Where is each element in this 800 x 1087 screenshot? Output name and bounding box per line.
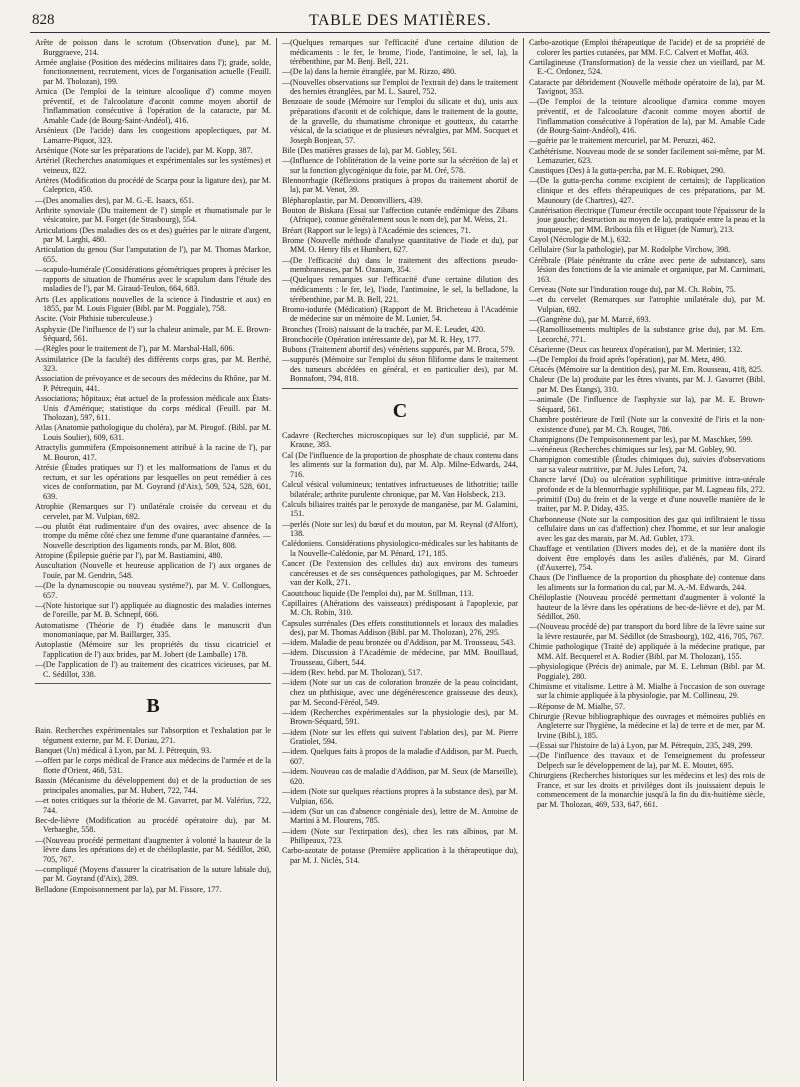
index-entry: Cayol (Nécrologie de M.), 632.	[529, 235, 631, 245]
index-entry: Chéiloplastie (Nouveau procédé permettant d'augmenter à volonté la hauteur de la lèvre dans les opérations de bec-de-lièvre et de), par M. Sédillot, 260.	[529, 593, 765, 622]
index-entry: Calculs biliaires traités par le peroxyde de manganèse, par M. Galamini, 151.	[282, 499, 518, 519]
index-entry: Calédoniens. Considérations physiologico-médicales sur les habitants de la Nouvelle-Calédonie, par M. Pénard, 171, 185.	[282, 539, 518, 558]
index-entry: —Réponse de M. Mialhe, 57.	[529, 701, 625, 711]
index-entry: Atlas (Anatomie pathologique du choléra), par M. Pirogof. (Bibl. par M. Louis Soulier), 609, 631.	[35, 423, 271, 443]
index-entry: —physiologique (Précis de) animale, par M. E. Lehman (Bibl. par M. Poggiale), 280.	[529, 662, 765, 681]
index-entry: —idem. Quelques faits à propos de la maladie d'Addison, par M. Puech, 607.	[282, 747, 518, 766]
index-column-1	[30, 38, 276, 1081]
index-entry: —(Nouveau procédé permettant d'augmenter à volonté la hauteur de la lèvre dans les opérations de) et de chéiloplastie, par M. Sédillot, 260, 705, 767.	[35, 835, 271, 864]
index-entry: —guérie par le traitement mercuriel, par M. Peruzzi, 462.	[529, 136, 716, 146]
index-entry: Caustiques (Des) à la gutta-percha, par M. E. Robiquet, 290.	[529, 166, 725, 176]
index-entry: —(De l'emploi de la teinture alcoolique d'arnica comme moyen préventif, et de l'alcoolature d'aconit comme moyen abortif de l'inflammation consécutive à l'opération de la), par M. Amable Cade (de Bourg-Saint-Andéol), 416.	[529, 97, 765, 136]
section-divider	[282, 388, 518, 389]
index-entry: —(De la gutta-percha comme excipient de certains); de l'application clinique et des effets thérapeutiques de ces préparations, par M. Maunoury (de Chartres), 427.	[529, 176, 765, 205]
index-entry: Arnica (De l'emploi de la teinture alcoolique d') comme moyen préventif, et de l'alcoolature d'aconit comme moyen abortif de l'inflammation consécutive à l'opération de la cataracte, par M. Amable Cade (de Bourg-Saint-Andéol), 416.	[35, 87, 271, 125]
index-entry: Carbo-azotate de potasse (Première application à la thérapeutique du), par M. J. Niclès, 514.	[282, 846, 518, 865]
index-entry: —scapulo-humérale (Considérations géométriques propres à préciser les rapports de situation de l'humérus avec le scapulum dans l'étude des maladies de l'), par M. Giraud-Teulon, 664, 683.	[35, 265, 271, 294]
index-entry: —offert par le corps médical de France aux médecins de l'armée et de la flotte d'Orient, 468, 531.	[35, 756, 271, 775]
index-entry: Bouton de Biskara (Essai sur l'affection cutanée endémique des Zibans (Afrique), connue généralement sous le nom de), par M. Weiss, 21.	[282, 205, 518, 225]
index-entry: Chambre postérieure de l'œil (Note sur la convexité de l'iris et la non-existence d'une), par M. Ch. Rouget, 786.	[529, 415, 765, 434]
index-entry: Chancre larvé (Du) ou ulcération syphilitique primitive intra-utérale profonde et de la blennorrhagie syphilitique, par M. Lagneau fils, 272.	[529, 474, 765, 494]
index-entry: Artères (Modification du procédé de Scarpa pour la ligature des), par M. Caleprico, 450.	[35, 175, 271, 195]
index-entry: —(Nouvelles observations sur l'emploi de l'extrait de) dans le traitement des hernies étranglées, par M. L. Saurel, 752.	[282, 77, 518, 97]
index-entry: —(De l'influence des travaux et de l'enseignement du professeur Delpech sur le développement de la), par M. E. Moutet, 695.	[529, 751, 765, 770]
index-entry: Articulations (Des maladies des os et des) guéries par le nitrate d'argent, par M. Larghi, 480.	[35, 225, 271, 245]
index-entry: Autoplastie (Mémoire sur les propriétés du tissu cicatriciel et l'application de l') aux brides, par M. Jobert (de Lamballe) 178.	[35, 640, 271, 660]
index-entry: Cadavre (Recherches microscopiques sur le) d'un supplicié, par M. Krause, 383.	[282, 430, 518, 450]
index-entry: —animale (De l'influence de l'asphyxie sur la), par M. E. Brown-Séquard, 561.	[529, 395, 765, 414]
index-entry: Arthrite synoviale (Du traitement de l') simple et rhumatismale par le vésicatoire, par M. Forget (de Strasbourg), 554.	[35, 205, 271, 225]
index-entry: —(Quelques remarques sur l'efficacité d'une certaine dilution de médicaments : le fer, le brome, l'iode, l'antimoine, le sel, la), la térébenthine, par M. Benj. Bell, 221.	[282, 38, 518, 67]
index-entry: —(Quelques remarques sur l'efficacité d'une certaine dilution des médicaments : le fer, le), l'iode, l'antimoine, le sel, la belladone, la térébenthine, par M. B. Bell, 221.	[282, 275, 518, 304]
index-entry: —idem. Discussion à l'Académie de médecine, par MM. Bouillaud, Trousseau, Gibert, 544.	[282, 648, 518, 668]
index-entry: Cérébrale (Plaie pénétrante du crâne avec perte de substance), sans lésion des fonctions de la vie animale et organique, par M. Carnimati, 163.	[529, 255, 765, 284]
index-entry: Cal (De l'influence de la proportion de phosphate de chaux contenu dans les aliments sur la formation du), par M. Alp. Milne-Edwards, 244, 716.	[282, 450, 518, 479]
index-entry: Carbo-azotique (Emploi thérapeutique de l'acide) et de sa propriété de colorer les parties cutanées, par MM. F.C. Calvert et Moffat, 463.	[529, 38, 765, 57]
index-entry: —(De l'emploi du froid après l'opération), par M. Metz, 490.	[529, 355, 726, 365]
index-entry: —idem (Rev. hebd. par M. Tholozan), 517.	[282, 668, 423, 678]
index-entry: —idem. Maladie de peau bronzée ou d'Addison, par M. Trousseau, 543.	[282, 638, 516, 648]
index-entry: —(Note historique sur l') appliquée au diagnostic des maladies internes de l'oreille, par M. B. Schnepf, 666.	[35, 600, 271, 620]
index-entry: —primitif (Du) du frein et de la verge et d'une nouvelle manière de le traiter, par M. P. Diday, 435.	[529, 494, 765, 514]
index-column-3	[523, 38, 770, 1081]
index-entry: Bassin (Mécanisme du développement du) et de la production de ses principales anomalies, par M. Hubert, 722, 744.	[35, 776, 271, 795]
index-entry: —et notes critiques sur la théorie de M. Gavarret, par M. Valérius, 722, 744.	[35, 795, 271, 815]
index-entry: Associations; hôpitaux; état actuel de la profession médicale aux États-Unis d'Amérique; statistique du corps médical (Feuill. par M. Tholozan), 597, 611.	[35, 394, 271, 423]
index-entry: Artériel (Recherches anatomiques et expérimentales sur les systèmes) et veineux, 822.	[35, 156, 271, 175]
index-entry: Ascite. (Voir Phthisie tuberculeuse.)	[35, 314, 152, 324]
index-entry: —(De la dynamoscopie ou nouveau systéme?), par M. V. Collongues, 657.	[35, 581, 271, 600]
index-entry: Banquet (Un) médical à Lyon, par M. J. Pétrequin, 93.	[35, 746, 212, 756]
index-entry: Arsénique (Note sur les préparations de l'acide), par M. Kopp, 387.	[35, 145, 253, 155]
index-entry: Cathétérisme. Nouveau mode de se sonder facilement soi-même, par M. Lemazurier, 623.	[529, 146, 765, 166]
index-entry: Asphyxie (De l'influence de l') sur la chaleur animale, par M. E. Brown-Séquard, 561.	[35, 324, 271, 344]
index-entry: —(Ramollissements multiples de la substance grise du), par M. Ern. Lecorché, 771.	[529, 325, 765, 344]
index-entry: Cellulaire (Sur la pathologie), par M. Rodolphe Virchow, 398.	[529, 245, 731, 255]
index-entry: Calcul vésical volumineux; tentatives infructueuses de lithotritie; taille bilatérale; arthrite purulente chronique, par M. Van Holsbeck, 213.	[282, 480, 518, 499]
index-entry: —idem (Note sur l'extirpation des), chez les rats albinos, par M. Philipeaux, 723.	[282, 826, 518, 846]
index-entry: —(De la) dans la hernie étranglée, par M. Rizzo, 480.	[282, 67, 457, 77]
index-entry: Atrésie (Études pratiques sur l') et les malformations de l'anus et du rectum, et sur les opérations par lesquelles on peut remédier à ces vices de conformation, par M. Goyrand (d'Aix), 509, 524, 528, 601, 639.	[35, 463, 271, 501]
index-entry: —perlés (Note sur les) du bœuf et du mouton, par M. Reynal (d'Alfort), 138.	[282, 519, 518, 539]
index-entry: Chaux (De l'influence de la proportion du phosphate de) contenue dans les aliments sur la formation du cal, par M. A.-M. Edwards, 244.	[529, 573, 765, 592]
index-entry: Chirurgiens (Recherches historiques sur les médecins et les) des rois de France, et sur les droits et privilèges dont ils jouissaient depuis le commencement de la monarchie jusqu'à la fin du dix-huitième siècle, par M. Tholozan, 469, 533, 647, 661.	[529, 771, 765, 809]
index-entry: —(Des anomalies des), par M. G.-E. Isaacs, 651.	[35, 195, 194, 205]
index-entry: Caoutchouc liquide (De l'emploi du), par M. Stillman, 113.	[282, 588, 474, 598]
index-entry: —(De l'efficacité du) dans le traitement des affections pseudo-membraneuses, par M. Ozanam, 354.	[282, 255, 518, 275]
page-header	[30, 10, 770, 33]
index-entry: Bain. Recherches expérimentales sur l'absorption et l'exhalation par le tégument externe, par M. F. Duriau, 271.	[35, 726, 271, 745]
index-entry: —idem (Note sur quelques réactions propres à la substance des), par M. Vulpian, 656.	[282, 786, 518, 806]
index-entry: Bile (Des matières grasses de la), par M. Gobley, 561.	[282, 145, 458, 155]
index-entry: Cautérisation électrique (Tumeur érectile occupant toute l'épaisseur de la joue gauche; destruction au moyen de la), pratiquée entre la peau et la muqueuse, par MM. Bribosia fils et Higuet (de Namur), 213.	[529, 205, 765, 235]
index-columns	[30, 38, 770, 1081]
index-entry: Armée anglaise (Position des médecins militaires dans l'); grade, solde, fonctionnement, recrutement, vices de l'organisation actuelle (Feuill. par M. Tholozan), 199.	[35, 57, 271, 86]
index-entry: —(Gangrène du), par M. Marcé, 693.	[529, 314, 651, 324]
index-entry: Bec-de-lièvre (Modification au procédé opératoire du), par M. Verbaeghe, 558.	[35, 815, 271, 835]
index-entry: —(Essai sur l'histoire de la) à Lyon, par M. Pétrequin, 235, 249, 299.	[529, 741, 753, 751]
index-entry: Automatisme (Théorie de l') étudiée dans le manuscrit d'un monomaniaque, par M. Baillarger, 335.	[35, 620, 271, 640]
index-entry: —idem (Recherches expérimentales sur la physiologie des), par M. Brown-Séquard, 591.	[282, 707, 518, 727]
index-entry: —idem (Note sur un cas de coloration bronzée de la peau coïncidant, chez un phthisique, avec une dégénérescence graisseuse des deux), par M. Second-Féréol, 549.	[282, 678, 518, 707]
index-entry: Bronchocèle (Opération intéressante de), par M. R. Hey, 177.	[282, 334, 481, 344]
section-letter: B	[146, 695, 160, 718]
index-entry: Assimilatrice (De la faculté) des différents corps gras, par M. Berthé, 323.	[35, 354, 271, 374]
index-column-2	[276, 38, 523, 1081]
index-entry: Bréart (Rapport sur le legs) à l'Académie des sciences, 71.	[282, 225, 471, 235]
index-entry: Blépharoplastie, par M. Denonvilliers, 439.	[282, 195, 423, 205]
index-entry: Capillaires (Altérations des vaisseaux) prédisposant à l'apoplexie, par M. Ch. Robin, 310.	[282, 598, 518, 618]
index-entry: —(Nouveau procédé de) par transport du bord libre de la lèvre saine sur la lèvre restaurée, par M. Sédillot (de Strasbourg), 102, 416, 705, 767.	[529, 622, 765, 642]
index-entry: Atractylis gummifera (Empoisonnement attribué à la racine de l'), par M. Bouron, 417.	[35, 443, 271, 462]
index-entry: Bubons (Traitement abortif des) vénériens suppurés, par M. Broca, 579.	[282, 344, 515, 354]
index-entry: Arsénieux (De l'acide) dans les congestions apoplectiques, par M. Lamarre-Piquot, 323.	[35, 126, 271, 145]
index-entry: Cétacés (Mémoire sur la dentition des), par M. Em. Rousseau, 418, 825.	[529, 365, 763, 375]
index-entry: Chirurgie (Revue bibliographique des ouvrages et mémoires publiés en Angleterre sur l'hygiène, la médecine et la) de terre et de mer, par M. Irvine (Bibl.), 185.	[529, 711, 765, 740]
index-entry: Champignons (De l'empoisonnement par les), par M. Maschker, 599.	[529, 434, 753, 444]
index-entry: —compliqué (Moyens d'assurer la cicatrisation de la suture labiale du), par M. Goyrand (d'Aix), 289.	[35, 864, 271, 884]
index-entry: Cartilagineuse (Transformation) de la vessie chez un vieillard, par M. E.-C. Ordonez, 524.	[529, 57, 765, 77]
index-entry: —et du cervelet (Remarques sur l'atrophie unilatérale du), par M. Vulpian, 692.	[529, 295, 765, 314]
index-entry: Auscultation (Nouvelle et heureuse application de l') aux organes de l'ouïe, par M. Gendrin, 548.	[35, 561, 271, 580]
index-entry: —(Influence de l'oblitération de la veine porte sur la sécrétion de la) et sur la fonction glycogénique du foie, par M. Oré, 578.	[282, 156, 518, 175]
index-entry: Association de prévoyance et de secours des médecins du Rhône, par M. P. Pétrequin, 441.	[35, 374, 271, 393]
index-entry: Belladone (Empoisonnement par la), par M. Fissore, 177.	[35, 884, 222, 894]
index-entry: Chimie pathologique (Traité de) appliquée à la médecine pratique, par MM. Alf. Becquerel et A. Rodier (Bibl. par M. Tholozan), 155.	[529, 642, 765, 661]
index-entry: Cataracte par débridement (Nouvelle méthode opératoire de la), par M. Tavignot, 353.	[529, 77, 765, 97]
index-entry: Blennorrhagie (Réflexions pratiques à propos du traitement abortif de la), par M. Venot, 39.	[282, 175, 518, 195]
index-entry: Chauffage et ventilation (Divers modes de), et de la manière dont ils doivent être employés dans les asiles d'aliénés, par M. Girard (d'Auxerre), 754.	[529, 543, 765, 573]
index-entry: Chimisme et vitalisme. Lettre à M. Mialhe à l'occasion de son ouvrage sur la chimie appliquée à la physiologie, par M. Collineau, 29.	[529, 681, 765, 701]
index-entry: Césarienne (Deux cas heureux d'opération), par M. Merinier, 132.	[529, 344, 743, 354]
index-entry: Chaleur (De la) produite par les êtres vivants, par M. J. Gavarret (Bibl. par M. Des Étangs), 310.	[529, 375, 765, 395]
index-entry: —ou plutôt état rudimentaire d'un des ovaires, avec absence de la trompe du même côté chez une femme d'une quarantaine d'années. — Nouvelle description des ligaments ronds, par M. Blot, 808.	[35, 521, 271, 550]
index-entry: —(Règles pour le traitement de l'), par M. Marshal-Hall, 606.	[35, 344, 235, 354]
index-entry: —vénéneux (Recherches chimiques sur les), par M. Gobley, 90.	[529, 445, 737, 454]
index-entry: Atropine (Épilepsie guérie par l'), par M. Bastiamini, 480.	[35, 551, 223, 561]
index-entry: Bromo-iodurée (Médication) (Rapport de M. Bricheteau à l'Académie de médecine sur un mémoire de M. Lunier, 54.	[282, 304, 518, 324]
index-entry: —idem. Nouveau cas de maladie d'Addison, par M. Seux (de Marseille), 620.	[282, 767, 518, 786]
index-entry: Charbonneuse (Note sur la composition des gaz qui infiltraient le tissu cellulaire dans un cas d'affection) chez l'homme, et sur leur analogie avec les gaz des marais, par M. Ad. Gubler, 173.	[529, 514, 765, 543]
index-entry: Cancer (De l'extension des cellules du) aux environs des tumeurs cancéreuses et de ses conséquences pathologiques, par M. Schroeder van der Kolk, 271.	[282, 559, 518, 588]
index-entry: —(De l'application de l') au traitement des cicatrices vicieuses, par M. C. Sédillot, 338.	[35, 660, 271, 679]
page-number: 828	[32, 12, 55, 28]
index-entry: Articulation du genou (Sur l'amputation de l'), par M. Thomas Markoe, 655.	[35, 245, 271, 264]
running-title: TABLE DES MATIÈRES.	[308, 12, 492, 29]
index-entry: —idem (Sur un cas d'absence congéniale des), lettre de M. Antoine de Martini à M. Flourens, 785.	[282, 806, 518, 826]
index-entry: Benzoate de soude (Mémoire sur l'emploi du silicate et du), unis aux préparations d'aconit et de colchique, dans le traitement de la goutte, de la gravelle, du rhumatisme chronique et goutteux, du catarrhe vésical, de la sciatique et de plusieurs névralgies, par MM. Socquet et Joseph Bonjean, 57.	[282, 97, 518, 145]
index-entry: Arête de poisson dans le scrotum (Observation d'une), par M. Burggraeve, 214.	[35, 38, 271, 57]
index-entry: Arts (Les applications nouvelles de la science à l'industrie et aux) en 1855, par M. Louis Figuier (Bibl. par M. Poggiale), 758.	[35, 294, 271, 314]
section-divider	[35, 683, 271, 684]
index-entry: Cerveau (Note sur l'induration rouge du), par M. Ch. Robin, 75.	[529, 284, 736, 294]
index-entry: Capsules surrénales (Des effets constitutionnels et locaux des maladies des), par M. Thomas Addison (Bibl. par M. Tholozan), 276, 295.	[282, 618, 518, 638]
index-entry: Brome (Nouvelle méthode d'analyse quantitative de l'iode et du), par MM. O. Henry fils et Humbert, 627.	[282, 235, 518, 255]
index-entry: Bronches (Trois) naissant de la trachée, par M. E. Leudet, 420.	[282, 324, 486, 334]
index-entry: —suppurés (Mémoire sur l'emploi du séton filiforme dans le traitement des tumeurs abcédées en général, et en particulier des), par M. Bonnafont, 794, 818.	[282, 355, 518, 384]
section-letter: C	[392, 399, 408, 422]
index-entry: Champignon comestible (Études chimiques du), suivies d'observations sur sa valeur nutritive, par M. Jules Lefort, 74.	[529, 455, 765, 474]
index-entry: Atrophie (Remarques sur l') unilatérale croisée du cerveau et du cervelet, par M. Vulpian, 692.	[35, 501, 271, 521]
index-entry: —idem (Note sur les effets qui suivent l'ablation des), par M. Pierre Gratiolet, 594.	[282, 727, 518, 747]
